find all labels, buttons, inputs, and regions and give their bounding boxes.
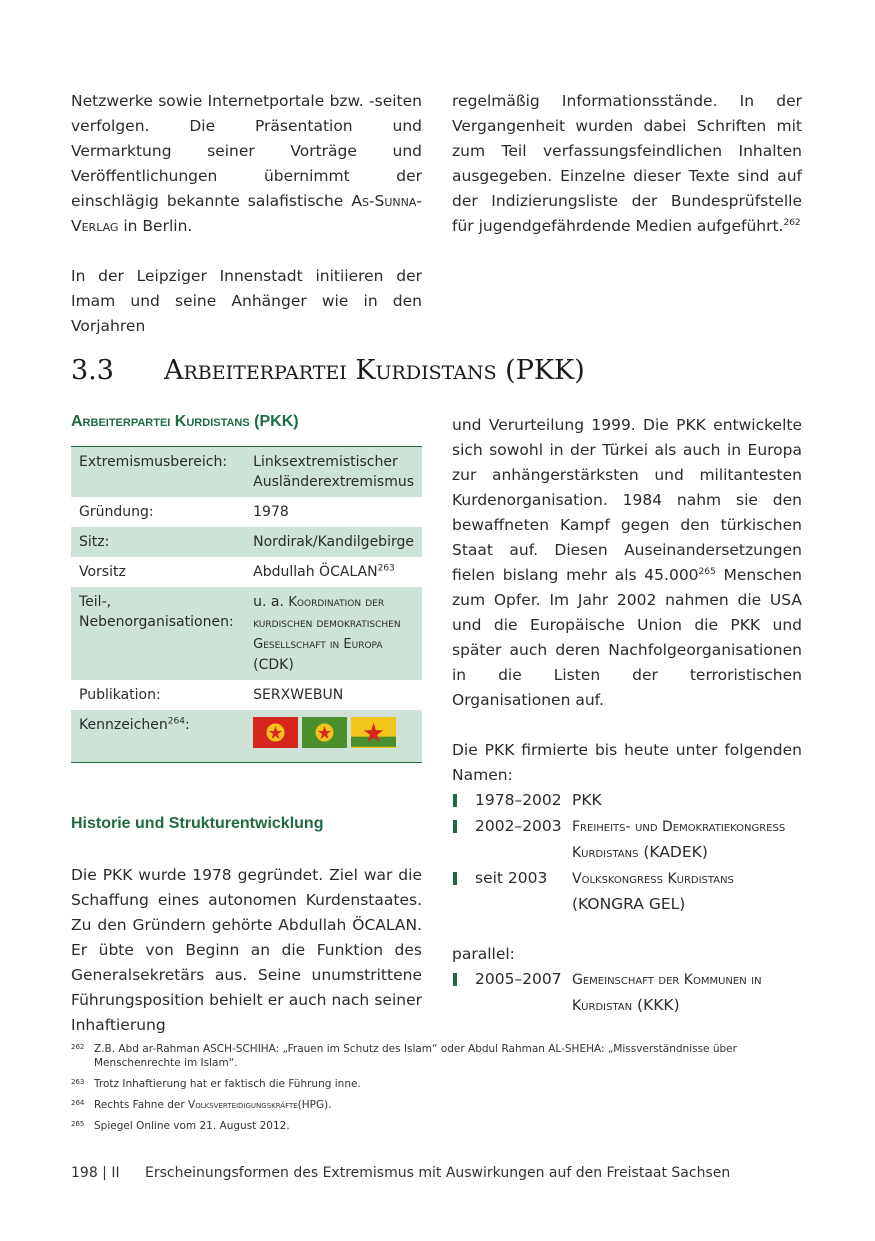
- bullet-icon: [452, 788, 475, 814]
- footnote: 265 Spiegel Online vom 21. August 2012.: [71, 1120, 290, 1132]
- top-right-column: [452, 89, 802, 239]
- publication-value: SERXWEBUN: [253, 687, 344, 703]
- paragraph: Die PKK firmierte bis heute unter folgenden Namen:: [452, 741, 802, 784]
- top-left-column: [71, 89, 422, 339]
- list-item: 2005–2007 Gemeinschaft der Kommunen in Kurdistan (KKK): [452, 967, 802, 1019]
- names-list: [452, 788, 802, 917]
- seat-value: Nordirak/Kandilgebirge: [245, 527, 422, 557]
- running-title: Erscheinungsformen des Extremismus mit Auswirkungen auf den Freistaat Sachsen: [145, 1165, 731, 1181]
- factbox-title: Arbeiterpartei Kurdistans (PKK): [71, 413, 299, 430]
- bullet-icon: [452, 967, 475, 1019]
- history-heading: Historie und Strukturentwicklung: [71, 815, 324, 832]
- seat-label: Sitz:: [71, 527, 245, 557]
- publication-label: Publikation:: [79, 687, 161, 703]
- footnote-ref[interactable]: 262: [783, 217, 801, 228]
- list-item: seit 2003 Volkskongress Kurdistans (KONGRA GEL): [452, 866, 802, 917]
- extremism-value: Linksextremistischer Ausländerextremismus: [245, 447, 422, 498]
- paragraph: In der Leipziger Innenstadt initiieren der Imam und seine Anhänger wie in den Vorjahren: [71, 267, 422, 335]
- founded-value: 1978: [253, 504, 289, 520]
- section-number: 3.3: [71, 355, 114, 386]
- list-item: 1978–2002 PKK: [452, 788, 802, 814]
- paragraph: und Verurteilung 1999. Die PKK entwickelte sich sowohl in der Türkei als auch in Europa zur anhängerstärksten und militantesten Kurdenorganisation. 1984 nahm sie den bewaffneten Kampf gegen den türkischen Staat auf. Diesen Auseinandersetzungen fielen bislang mehr als 45.000$^{265}$ Menschen zum Opfer. Im Jahr 2002 nahmen die USA und die Europäische Union die PKK und später auch deren Nachfolgeorganisationen in die Listen der terroristischen Organisationen auf.: [452, 416, 802, 709]
- footnotes: [71, 1042, 802, 1140]
- history-text: [71, 863, 422, 1038]
- page-footer: [71, 1165, 802, 1181]
- bullet-icon: [452, 866, 475, 917]
- page-number: 198 | II: [71, 1165, 120, 1181]
- paragraph: regelmäßig Informationsstände. In der Vergangenheit wurden dabei Schriften mit zum Teil verfassungsfeindlichen Inhalten ausgegeben. Einzelne dieser Texte sind auf der Indizierungsliste der Bundesprüfstelle für jugendgefährdende Medien aufgeführt.$^{262}$: [452, 92, 802, 235]
- flags-cell: [245, 710, 422, 763]
- chair-label: Vorsitz: [79, 564, 126, 580]
- paragraph: Netzwerke sowie Internetportale bzw. -seiten verfolgen. Die Präsentation und Vermarktung seiner Vorträge und Veröffentlichungen übernimmt der einschlägig bekannte salafistische As-Sunna-Verlag in Berlin.: [71, 92, 422, 235]
- sub-org-value: u. a. Koordination der kurdischen demokratischen Gesellschaft in Europa (CDK): [245, 587, 422, 680]
- table-row: [71, 680, 422, 710]
- footnote: 263 Trotz Inhaftierung hat er faktisch die Führung inne.: [71, 1078, 361, 1090]
- table-row: [71, 710, 422, 763]
- list-item: 2002–2003 Freiheits- und Demokratiekongress Kurdistans (KADEK): [452, 814, 802, 866]
- footnote-ref[interactable]: 265: [698, 566, 716, 577]
- table-row: [71, 497, 422, 527]
- table-row: [71, 557, 422, 587]
- footnote: 264 Rechts Fahne der Volksverteidigungskräfte(HPG).: [71, 1099, 332, 1111]
- sign-label: Kennzeichen$^{264}$:: [71, 710, 245, 763]
- paragraph: Die PKK wurde 1978 gegründet. Ziel war die Schaffung eines autonomen Kurdenstaates. Zu den Gründern gehörte Abdullah ÖCALAN. Er übte von Beginn an die Funktion des Generalsekretärs aus. Seine unumstrittene Führungsposition behielt er auch nach seiner Inhaftierung: [71, 866, 422, 1034]
- publisher-name: As-Sunna-Verlag: [71, 192, 422, 235]
- parallel-label: parallel:: [452, 945, 515, 963]
- fact-table: [71, 446, 422, 763]
- sub-org-label: Teil-, Nebenorganisationen:: [71, 587, 245, 680]
- table-row: [71, 587, 422, 680]
- hpg-flag-icon: [351, 717, 396, 748]
- right-column: [452, 413, 802, 1019]
- footnote-ref[interactable]: 263: [377, 563, 395, 574]
- footnote-ref[interactable]: 264: [167, 716, 185, 727]
- pkk-red-flag-icon: [253, 717, 298, 748]
- parallel-list: [452, 967, 802, 1019]
- footnote: 262 Z.B. Abd ar-Rahman ASCH-SCHIHA: „Frauen im Schutz des Islam“ oder Abdul Rahman AL-SHEHA: „Missverständnisse über Menschenrechte im Islam“.: [71, 1043, 737, 1069]
- chair-value: Abdullah ÖCALAN$^{263}$: [253, 563, 395, 580]
- section-title: Arbeiterpartei Kurdistans (PKK): [164, 355, 585, 386]
- bullet-icon: [452, 814, 475, 866]
- green-flag-icon: [302, 717, 347, 748]
- table-row: [71, 447, 422, 498]
- table-row: [71, 527, 422, 557]
- founded-label: Gründung:: [79, 504, 154, 520]
- section-heading: [71, 355, 802, 386]
- extremism-label: Extremismusbereich:: [71, 447, 245, 498]
